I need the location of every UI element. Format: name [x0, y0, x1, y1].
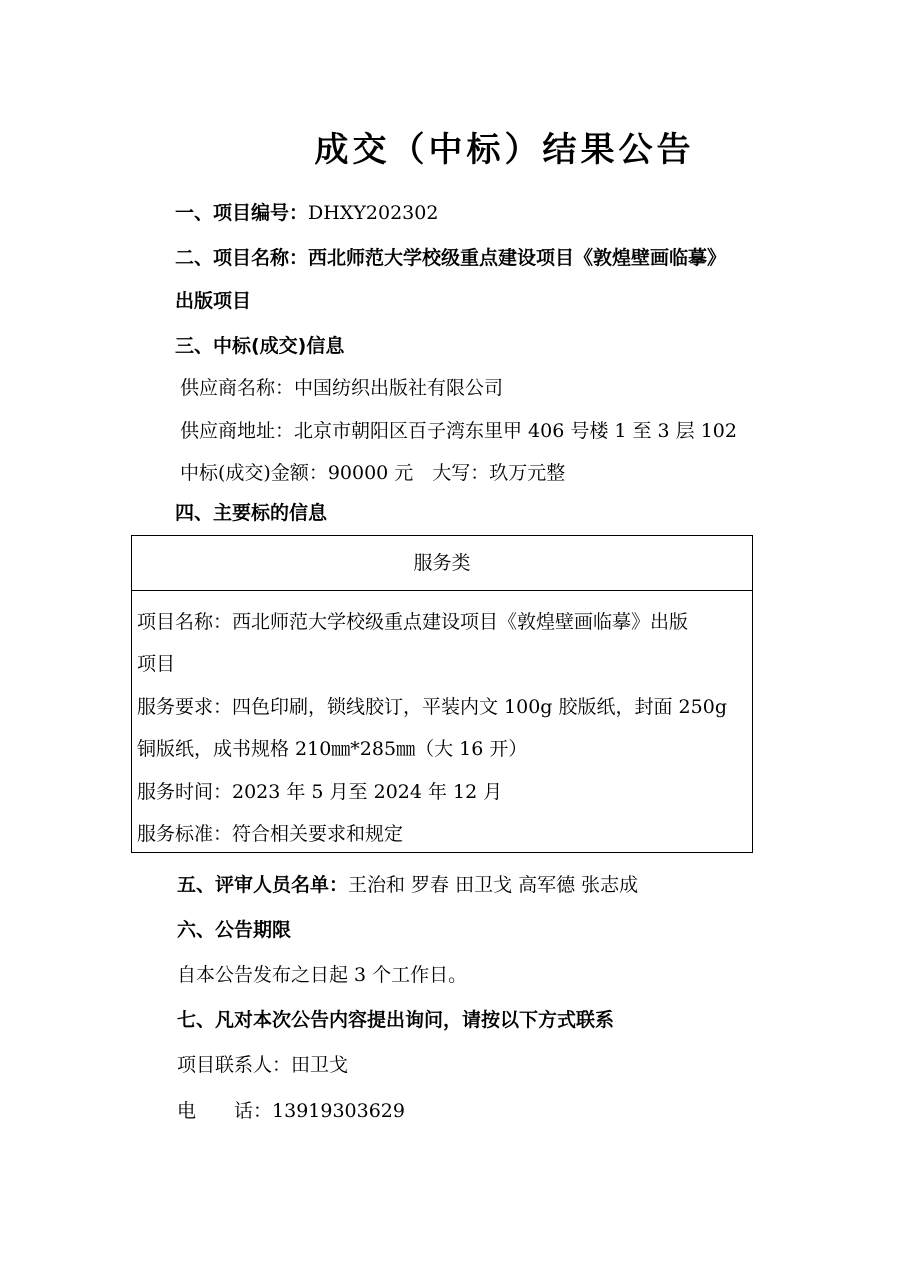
table-project-name-line-2: 项目	[137, 653, 176, 675]
supplier-name: 供应商名称：中国纺织出版社有限公司	[180, 377, 504, 399]
reviewers-line	[177, 872, 638, 898]
subject-info-table	[131, 535, 753, 853]
table-header-cell: 服务类	[132, 536, 752, 591]
table-project-name-line-1: 项目名称：西北师范大学校级重点建设项目《敦煌壁画临摹》出版	[137, 611, 689, 633]
contact-person: 项目联系人：田卫戈	[177, 1054, 349, 1076]
project-name-line-2: 出版项目	[175, 290, 252, 312]
subject-info-heading: 四、主要标的信息	[175, 502, 328, 524]
notice-period-heading: 六、公告期限	[177, 919, 292, 941]
contact-phone-line	[177, 1098, 405, 1124]
project-number-value: DHXY202302	[308, 202, 439, 224]
reviewers-value: 王治和 罗春 田卫戈 高军德 张志成	[348, 874, 639, 896]
table-service-requirement-line-1: 服务要求：四色印刷，锁线胶订，平装内文 100g 胶版纸，封面 250g	[137, 696, 727, 718]
project-number-label: 一、项目编号：	[175, 202, 309, 224]
table-service-standard: 服务标准：符合相关要求和规定	[137, 823, 404, 845]
project-name-line-1: 二、项目名称：西北师范大学校级重点建设项目《敦煌壁画临摹》	[175, 247, 727, 269]
contact-heading: 七、凡对本次公告内容提出询问，请按以下方式联系	[177, 1009, 615, 1031]
project-number-line	[175, 200, 438, 226]
page-title: 成交（中标）结果公告	[314, 130, 695, 170]
notice-period-text: 自本公告发布之日起 3 个工作日。	[177, 964, 468, 986]
phone-label: 电 话：	[177, 1100, 273, 1122]
phone-value: 13919303629	[272, 1100, 405, 1122]
table-service-requirement-line-2: 铜版纸，成书规格 210㎜*285㎜（大 16 开）	[137, 738, 528, 760]
reviewers-label: 五、评审人员名单：	[177, 874, 349, 896]
winning-info-heading: 三、中标(成交)信息	[175, 335, 345, 357]
supplier-address: 供应商地址：北京市朝阳区百子湾东里甲 406 号楼 1 至 3 层 102	[180, 420, 737, 442]
winning-amount: 中标(成交)金额：90000 元 大写：玖万元整	[180, 462, 566, 484]
table-service-time: 服务时间：2023 年 5 月至 2024 年 12 月	[137, 781, 503, 803]
